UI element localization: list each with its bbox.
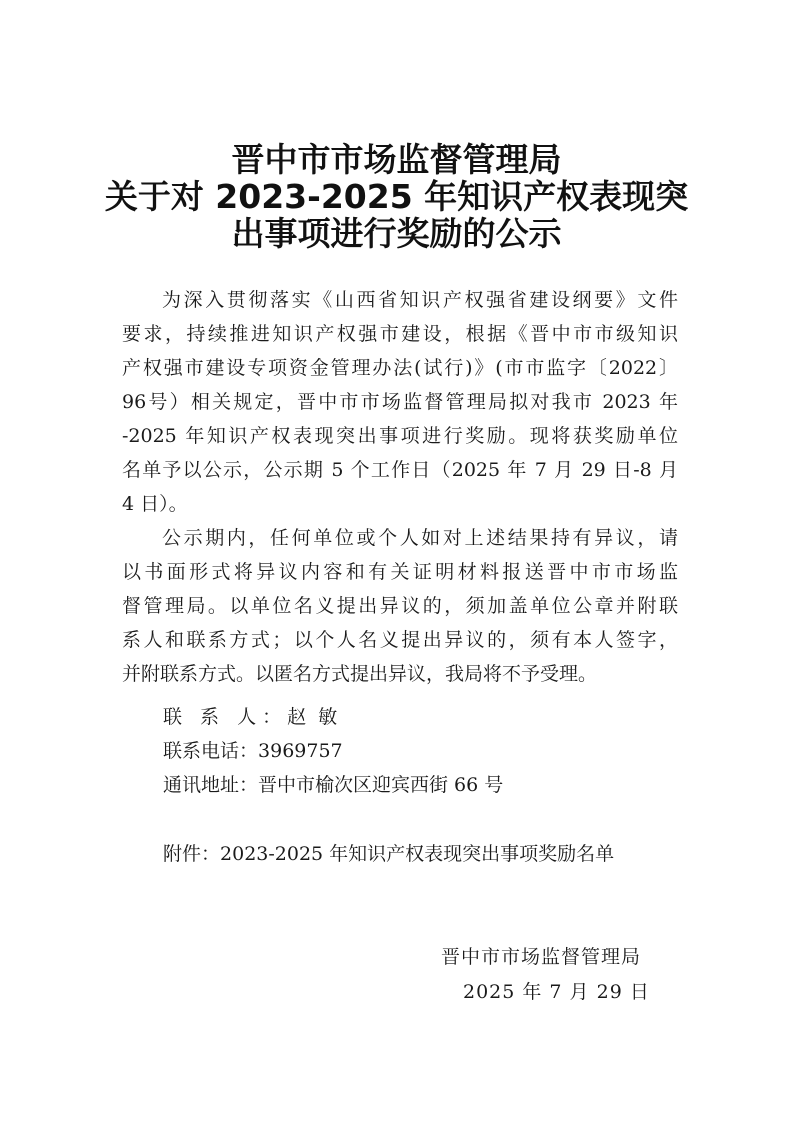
contact-address (163, 768, 503, 802)
body-text (122, 283, 678, 691)
paragraph-2-line: 以书面形式将异议内容和有关证明材料报送晋中市市场监 (122, 561, 678, 583)
contact-address-label: 通讯地址： (163, 774, 259, 796)
attachment-value: 2023-2025 年知识产权表现突出事项奖励名单 (220, 843, 615, 865)
attachment-label: 附件： (163, 843, 221, 865)
contact-phone-label: 联系电话： (163, 740, 259, 762)
paragraph-2-line: 督管理局。以单位名义提出异议的，须加盖单位公章并附联 (122, 595, 678, 617)
contact-phone (163, 734, 343, 768)
paragraph-1-line: -2025 年知识产权表现突出事项进行奖励。现将获奖励单位 (122, 425, 678, 447)
signature-date: 2025 年 7 月 29 日 (463, 981, 650, 1003)
title-line-2: 关于对 2023-2025 年知识产权表现突 (104, 177, 689, 216)
attachment (163, 837, 614, 871)
paragraph-1-line: 96号）相关规定，晋中市市场监督管理局拟对我市 2023 年 (122, 391, 678, 413)
contact-address-value: 晋中市榆次区迎宾西街 66 号 (258, 774, 504, 796)
contact-person-label: 联 系 人： (163, 706, 288, 728)
paragraph-1-line: 要求，持续推进知识产权强市建设，根据《晋中市市级知识 (122, 323, 678, 345)
paragraph-2-line: 公示期内，任何单位或个人如对上述结果持有异议，请 (162, 527, 678, 549)
paragraph-2-line: 并附联系方式。以匿名方式提出异议，我局将不予受理。 (122, 663, 598, 685)
paragraph-1-line: 4 日）。 (122, 493, 188, 515)
contact-person-value: 赵 敏 (287, 706, 338, 728)
title-line-1: 晋中市市场监督管理局 (231, 140, 562, 179)
title-line-3: 出事项进行奖励的公示 (231, 214, 562, 253)
contact-person (163, 700, 337, 734)
signature-org: 晋中市市场监督管理局 (441, 946, 642, 968)
paragraph-2-line: 系人和联系方式；以个人名义提出异议的，须有本人签字， (122, 629, 678, 651)
paragraph-1-line: 产权强市建设专项资金管理办法(试行)》(市市监字〔2022〕 (122, 357, 678, 379)
paragraph-1-line: 为深入贯彻落实《山西省知识产权强省建设纲要》文件 (162, 289, 678, 311)
paragraph-1-line: 名单予以公示，公示期 5 个工作日（2025 年 7 月 29 日-8 月 (122, 459, 678, 481)
contact-phone-value: 3969757 (258, 740, 343, 762)
